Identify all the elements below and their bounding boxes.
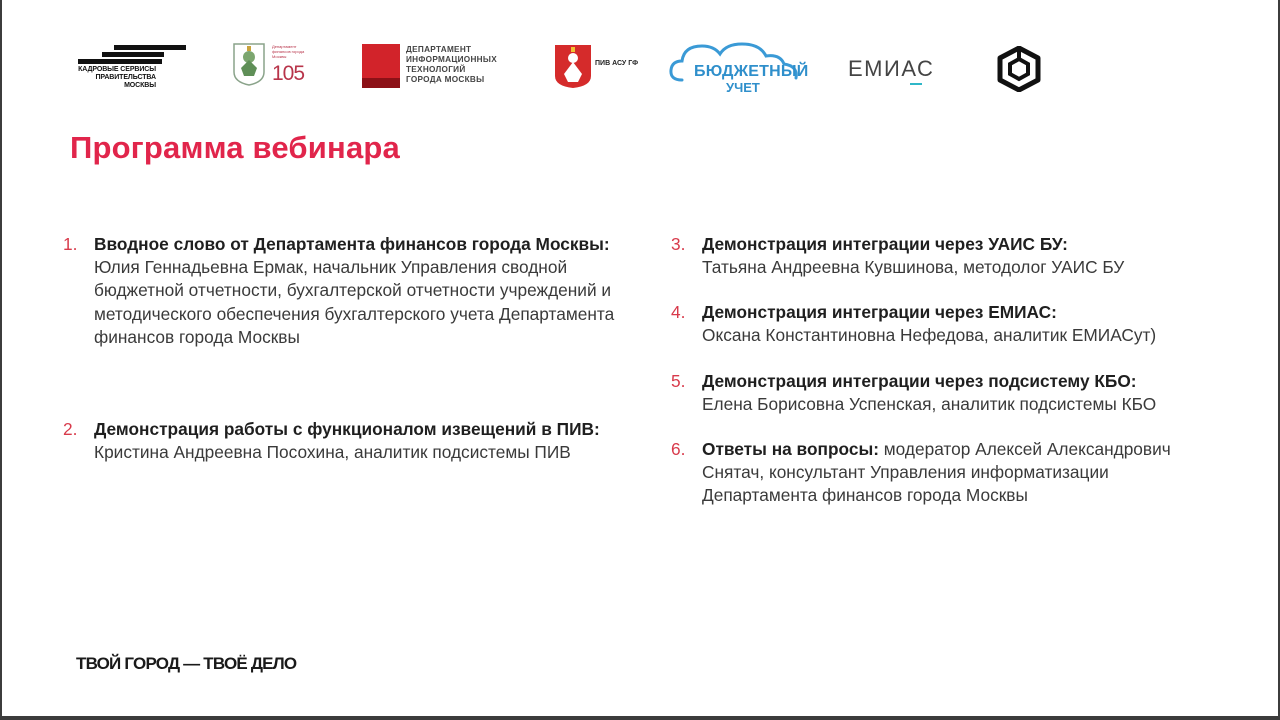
budget-logo-line1: БЮДЖЕТНЫЙ bbox=[694, 63, 809, 80]
hexagon-logo-icon bbox=[996, 46, 1042, 92]
logo-bar bbox=[102, 52, 164, 57]
moscow-crest-icon bbox=[554, 44, 592, 88]
dit-line: ТЕХНОЛОГИЙ bbox=[406, 65, 466, 74]
agenda-item-heading: Демонстрация интеграции через УАИС БУ: bbox=[702, 234, 1068, 254]
budget-logo-line2: УЧЕТ bbox=[726, 80, 760, 95]
dit-logo-text bbox=[406, 45, 497, 85]
piv-logo-text: ПИВ АСУ ГФ bbox=[595, 60, 639, 67]
emias-logo bbox=[848, 56, 948, 86]
kadrovye-servisy-logo bbox=[76, 44, 188, 89]
agenda-item-heading: Демонстрация работы с функционалом извещений в ПИВ: bbox=[94, 419, 600, 439]
agenda-item-heading: Демонстрация интеграции через ЕМИАС: bbox=[702, 302, 1057, 322]
agenda-item-speaker: модератор Алексей Александрович Снятач, консультант Управления информатизации Департамента финансов города Москвы bbox=[702, 439, 1171, 506]
agenda-number: 4. bbox=[671, 302, 686, 322]
piv-asu-gf-logo bbox=[554, 44, 644, 90]
page-title: Программа вебинара bbox=[70, 130, 400, 165]
agenda-item-3 bbox=[671, 233, 1231, 279]
dfm-logo-105: 105 bbox=[272, 62, 305, 85]
dit-line: ДЕПАРТАМЕНТ bbox=[406, 45, 472, 54]
agenda-number: 1. bbox=[63, 234, 78, 254]
agenda-item-speaker: Кристина Андреевна Посохина, аналитик подсистемы ПИВ bbox=[94, 442, 571, 463]
dit-line: ИНФОРМАЦИОННЫХ bbox=[406, 55, 497, 64]
dfm-105-logo bbox=[232, 42, 312, 90]
agenda-item-speaker: Юлия Геннадьевна Ермак, начальник Управления сводной бюджетной отчетности, бухгалтерской отчетности учреждений и методического обеспечения бухгалтерского учета Департамента финансов города Москвы bbox=[94, 257, 615, 347]
agenda-number: 2. bbox=[63, 419, 78, 439]
dfm-logo-small-text: Департамент финансов города Москвы bbox=[272, 44, 305, 59]
logo-bar bbox=[114, 45, 186, 50]
budget-accounting-logo bbox=[668, 40, 808, 98]
agenda-item-4 bbox=[671, 301, 1231, 347]
logo-bar bbox=[78, 59, 162, 64]
dit-line: ГОРОДА МОСКВЫ bbox=[406, 75, 485, 84]
agenda-number: 6. bbox=[671, 439, 686, 459]
agenda-item-speaker: Елена Борисовна Успенская, аналитик подсистемы КБО bbox=[702, 394, 1157, 415]
dit-logo bbox=[362, 44, 512, 88]
agenda-number: 5. bbox=[671, 371, 686, 391]
agenda-item-heading: Демонстрация интеграции через подсистему КБО: bbox=[702, 371, 1137, 391]
footer-slogan: ТВОЙ ГОРОД — ТВОЁ ДЕЛО bbox=[76, 654, 297, 673]
agenda-item-5 bbox=[671, 370, 1231, 416]
agenda-item-heading: Вводное слово от Департамента финансов города Москвы: bbox=[94, 234, 610, 254]
dit-logo-mark bbox=[362, 44, 400, 88]
kadrovye-logo-text: КАДРОВЫЕ СЕРВИСЫ ПРАВИТЕЛЬСТВА МОСКВЫ bbox=[78, 66, 156, 89]
agenda-item-speaker: Оксана Константиновна Нефедова, аналитик ЕМИАСут) bbox=[702, 325, 1157, 346]
agenda-item-1 bbox=[63, 233, 623, 349]
agenda-item-2 bbox=[63, 418, 623, 464]
emias-logo-accent bbox=[910, 83, 922, 85]
agenda-item-6 bbox=[671, 438, 1171, 508]
agenda-number: 3. bbox=[671, 234, 686, 254]
agenda-item-heading: Ответы на вопросы: bbox=[702, 439, 879, 459]
emias-logo-text: ЕМИАС bbox=[848, 56, 935, 81]
agenda-item-speaker: Татьяна Андреевна Кувшинова, методолог УАИС БУ bbox=[702, 257, 1125, 278]
moscow-crest-icon bbox=[232, 42, 266, 86]
